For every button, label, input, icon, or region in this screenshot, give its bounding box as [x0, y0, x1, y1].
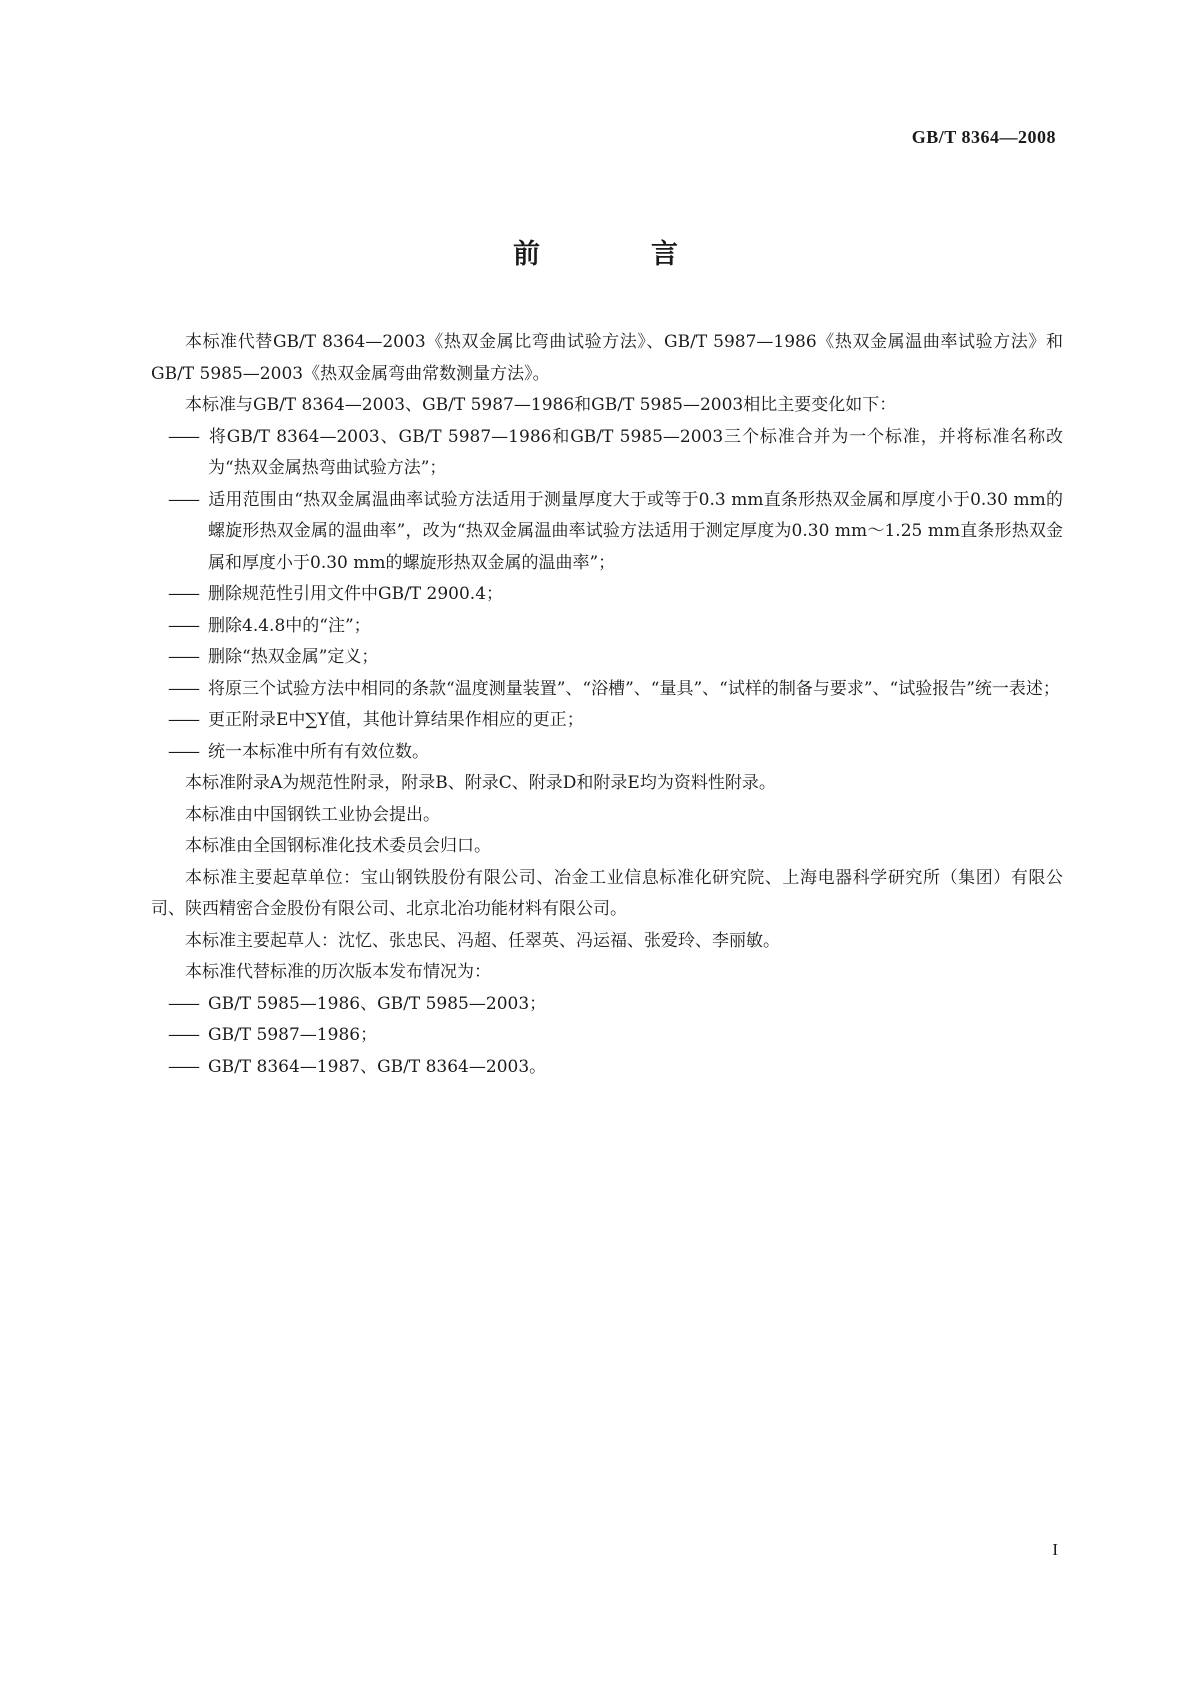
list-item [151, 611, 1063, 643]
dash-mark: —— [168, 710, 198, 730]
list-item [151, 737, 1063, 769]
list-item [151, 1020, 1063, 1052]
list-item-text: 统一本标准中所有有效位数。 [208, 741, 429, 762]
foreword-body [151, 327, 1063, 1083]
list-item-text: 更正附录E中∑Y值，其他计算结果作相应的更正； [208, 710, 584, 730]
paragraph-drafting-units: 本标准主要起草单位：宝山钢铁股份有限公司、冶金工业信息标准化研究院、上海电器科学研究所（集团）有限公司、陕西精密合金股份有限公司、北京北冶功能材料有限公司。 [151, 867, 1063, 919]
list-item [151, 989, 1063, 1021]
list-item-text: 适用范围由“热双金属温曲率试验方法适用于测量厚度大于或等于0.3 mm直条形热双金属和厚度小于0.30 mm的螺旋形热双金属的温曲率”，改为“热双金属温曲率试验方法适用于测定厚度为0.30 mm～1.25 mm直条形热双金属和厚度小于0.30 mm的螺旋形热双金属的温曲率”； [208, 489, 1063, 573]
dash-mark: —— [168, 1025, 198, 1045]
list-item [151, 579, 1063, 611]
list-item [151, 485, 1063, 580]
standard-code-header: GB/T 8364—2008 [911, 127, 1056, 147]
paragraph-changes-intro: 本标准与GB/T 8364—2003、GB/T 5987—1986和GB/T 5985—2003相比主要变化如下： [185, 395, 897, 415]
list-item [151, 674, 1063, 706]
list-item [151, 422, 1063, 485]
list-item-text: 删除4.4.8中的“注”； [208, 615, 371, 636]
paragraph-annexes: 本标准附录A为规范性附录，附录B、附录C、附录D和附录E均为资料性附录。 [185, 773, 776, 793]
list-item-text: 删除“热双金属”定义； [208, 647, 379, 667]
list-item-text: 删除规范性引用文件中GB/T 2900.4； [208, 584, 504, 604]
paragraph-proposed-by: 本标准由中国钢铁工业协会提出。 [185, 804, 440, 825]
dash-mark: —— [168, 647, 198, 667]
dash-mark: —— [168, 615, 198, 636]
page-number: I [1052, 1540, 1058, 1559]
paragraph-drafters: 本标准主要起草人：沈忆、张忠民、冯超、任翠英、冯运福、张爱玲、李丽敏。 [185, 930, 780, 951]
paragraph-replaces: 本标准代替GB/T 8364—2003《热双金属比弯曲试验方法》、GB/T 5987—1986《热双金属温曲率试验方法》和GB/T 5985—2003《热双金属弯曲常数测量方法》。 [151, 332, 1063, 384]
dash-mark: —— [168, 741, 198, 762]
dash-mark: —— [168, 489, 198, 510]
dash-mark: —— [168, 584, 198, 604]
paragraph-history-intro: 本标准代替标准的历次版本发布情况为： [185, 962, 491, 982]
list-item-text: GB/T 5985—1986、GB/T 5985—2003； [208, 993, 547, 1014]
list-item-text: 将GB/T 8364—2003、GB/T 5987—1986和GB/T 5985—2003三个标准合并为一个标准，并将标准名称改为“热双金属热弯曲试验方法”； [208, 426, 1063, 478]
list-item-text: 将原三个试验方法中相同的条款“温度测量装置”、“浴槽”、“量具”、“试样的制备与要求”、“试验报告”统一表述； [208, 678, 1060, 699]
dash-mark: —— [168, 426, 198, 447]
paragraph-centralized-by: 本标准由全国钢标准化技术委员会归口。 [185, 836, 491, 856]
list-item [151, 642, 1063, 674]
list-item-text: GB/T 5987—1986； [208, 1025, 378, 1045]
list-item [151, 1052, 1063, 1084]
dash-mark: —— [168, 678, 198, 699]
dash-mark: —— [168, 1056, 198, 1077]
list-item [151, 705, 1063, 737]
page-title: 前 言 [513, 239, 720, 270]
dash-mark: —— [168, 993, 198, 1014]
list-item-text: GB/T 8364—1987、GB/T 8364—2003。 [208, 1056, 547, 1077]
